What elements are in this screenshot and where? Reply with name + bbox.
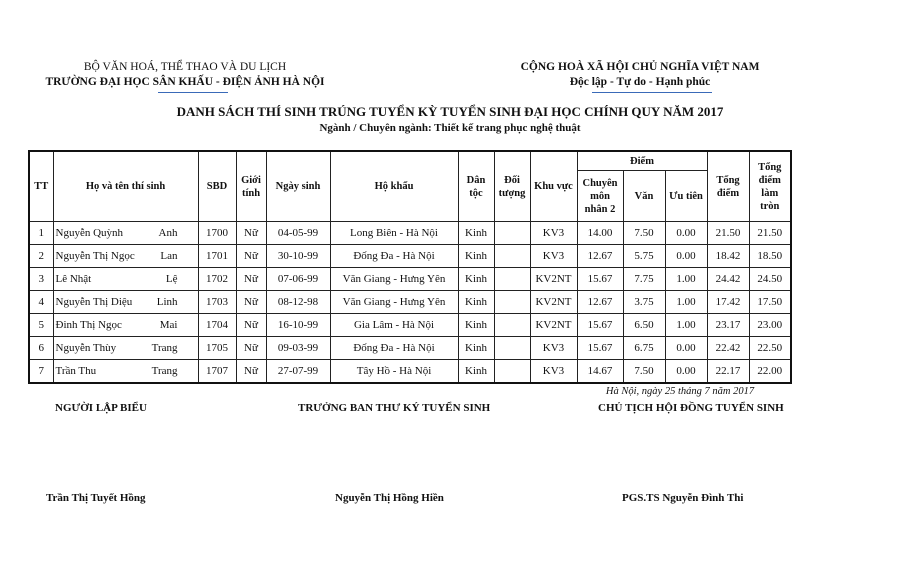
cell-gender: Nữ (236, 268, 266, 291)
cell-major2: 15.67 (577, 337, 623, 360)
admission-table (28, 150, 792, 384)
cell-priority: 1.00 (665, 314, 707, 337)
cell-gender: Nữ (236, 360, 266, 384)
country-header (500, 60, 780, 90)
cell-total-rounded: 22.00 (749, 360, 791, 384)
table-row (29, 268, 791, 291)
cell-total: 21.50 (707, 222, 749, 245)
cell-tt: 2 (29, 245, 53, 268)
cell-priority: 0.00 (665, 360, 707, 384)
last-middle-name: Nguyễn Thùy (55, 342, 117, 354)
cell-total: 17.42 (707, 291, 749, 314)
cell-major2: 15.67 (577, 268, 623, 291)
col-header-residence: Hộ khẩu (330, 151, 458, 222)
cell-name (53, 222, 198, 245)
col-header-name: Họ và tên thí sinh (53, 151, 198, 222)
cell-priority: 1.00 (665, 291, 707, 314)
last-middle-name: Trần Thu (55, 365, 97, 377)
col-header-dob: Ngày sinh (266, 151, 330, 222)
secretary-name: Nguyễn Thị Hồng Hiền (335, 492, 444, 504)
cell-ethnicity: Kinh (458, 337, 494, 360)
secretary-role: TRƯỞNG BAN THƯ KÝ TUYỂN SINH (298, 402, 491, 414)
cell-tt: 7 (29, 360, 53, 384)
cell-name (53, 268, 198, 291)
cell-total-rounded: 21.50 (749, 222, 791, 245)
country-motto: Độc lập - Tự do - Hạnh phúc (569, 76, 711, 88)
cell-name (53, 245, 198, 268)
col-header-total-rounded: Tổng điểm làm tròn (749, 151, 791, 222)
cell-tt: 1 (29, 222, 53, 245)
cell-dob: 08-12-98 (266, 291, 330, 314)
cell-dob: 27-07-99 (266, 360, 330, 384)
col-header-total: Tổng điểm (707, 151, 749, 222)
ministry-name: BỘ VĂN HOÁ, THỂ THAO VÀ DU LỊCH (83, 61, 287, 73)
cell-total: 23.17 (707, 314, 749, 337)
cell-residence: Gia Lâm - Hà Nội (330, 314, 458, 337)
cell-priority: 0.00 (665, 337, 707, 360)
cell-major2: 14.67 (577, 360, 623, 384)
cell-total-rounded: 24.50 (749, 268, 791, 291)
cell-area: KV3 (530, 245, 577, 268)
cell-name (53, 314, 198, 337)
col-header-priority: Ưu tiên (665, 171, 707, 222)
col-header-area: Khu vực (530, 151, 577, 222)
cell-residence: Văn Giang - Hưng Yên (330, 268, 458, 291)
cell-residence: Đống Đa - Hà Nội (330, 337, 458, 360)
cell-object (494, 360, 530, 384)
cell-total-rounded: 23.00 (749, 314, 791, 337)
cell-sbd: 1701 (198, 245, 236, 268)
cell-name (53, 360, 198, 384)
first-name: Mai (159, 319, 178, 331)
preparer-name: Trần Thị Tuyết Hồng (46, 492, 146, 504)
cell-dob: 30-10-99 (266, 245, 330, 268)
cell-sbd: 1707 (198, 360, 236, 384)
first-name: Lệ (165, 273, 178, 285)
cell-name (53, 291, 198, 314)
cell-object (494, 337, 530, 360)
cell-gender: Nữ (236, 314, 266, 337)
preparer-role: NGƯỜI LẬP BIỂU (55, 402, 147, 414)
cell-literature: 7.75 (623, 268, 665, 291)
header-underline-right (592, 92, 712, 93)
chair-role: CHỦ TỊCH HỘI ĐỒNG TUYỂN SINH (598, 402, 784, 414)
col-header-ethnicity: Dân tộc (458, 151, 494, 222)
cell-residence: Tây Hồ - Hà Nội (330, 360, 458, 384)
col-header-object: Đối tượng (494, 151, 530, 222)
col-header-gender: Giới tính (236, 151, 266, 222)
cell-priority: 1.00 (665, 268, 707, 291)
table-row (29, 222, 791, 245)
cell-priority: 0.00 (665, 222, 707, 245)
cell-total: 22.17 (707, 360, 749, 384)
table-row (29, 360, 791, 384)
cell-tt: 3 (29, 268, 53, 291)
cell-tt: 6 (29, 337, 53, 360)
cell-dob: 16-10-99 (266, 314, 330, 337)
last-middle-name: Nguyễn Thị Diệu (55, 296, 133, 308)
cell-total-rounded: 17.50 (749, 291, 791, 314)
cell-tt: 5 (29, 314, 53, 337)
table-row (29, 337, 791, 360)
cell-gender: Nữ (236, 337, 266, 360)
cell-area: KV2NT (530, 314, 577, 337)
document-subtitle: Ngành / Chuyên ngành: Thiết kế trang phục nghệ thuật (319, 122, 581, 134)
header-underline-left (158, 92, 228, 93)
cell-sbd: 1700 (198, 222, 236, 245)
first-name: Trang (151, 342, 178, 354)
first-name: Lan (160, 250, 178, 262)
cell-object (494, 314, 530, 337)
cell-area: KV3 (530, 337, 577, 360)
cell-object (494, 291, 530, 314)
first-name: Linh (156, 296, 178, 308)
document-title: DANH SÁCH THÍ SINH TRÚNG TUYỂN KỲ TUYỂN SINH ĐẠI HỌC CHÍNH QUY NĂM 2017 (176, 104, 724, 119)
cell-ethnicity: Kinh (458, 314, 494, 337)
cell-total-rounded: 18.50 (749, 245, 791, 268)
first-name: Anh (158, 227, 178, 239)
date-line: Hà Nội, ngày 25 tháng 7 năm 2017 (605, 386, 755, 397)
cell-literature: 3.75 (623, 291, 665, 314)
last-middle-name: Nguyễn Thị Ngọc (55, 250, 135, 262)
school-name: TRƯỜNG ĐẠI HỌC SÂN KHẤU - ĐIỆN ẢNH HÀ NỘI (45, 76, 325, 88)
cell-literature: 7.50 (623, 222, 665, 245)
chair-name: PGS.TS Nguyễn Đình Thi (622, 492, 744, 504)
cell-residence: Long Biên - Hà Nội (330, 222, 458, 245)
cell-total: 18.42 (707, 245, 749, 268)
cell-total: 24.42 (707, 268, 749, 291)
cell-area: KV3 (530, 360, 577, 384)
cell-major2: 14.00 (577, 222, 623, 245)
col-header-scores: Điểm (577, 151, 707, 171)
cell-name (53, 337, 198, 360)
cell-ethnicity: Kinh (458, 291, 494, 314)
cell-sbd: 1704 (198, 314, 236, 337)
cell-literature: 6.50 (623, 314, 665, 337)
cell-area: KV2NT (530, 291, 577, 314)
cell-dob: 07-06-99 (266, 268, 330, 291)
table-row (29, 245, 791, 268)
cell-object (494, 245, 530, 268)
cell-dob: 09-03-99 (266, 337, 330, 360)
cell-ethnicity: Kinh (458, 222, 494, 245)
cell-sbd: 1705 (198, 337, 236, 360)
cell-priority: 0.00 (665, 245, 707, 268)
table-row (29, 291, 791, 314)
cell-literature: 5.75 (623, 245, 665, 268)
first-name: Trang (151, 365, 178, 377)
cell-residence: Văn Giang - Hưng Yên (330, 291, 458, 314)
cell-gender: Nữ (236, 222, 266, 245)
cell-ethnicity: Kinh (458, 245, 494, 268)
country-name: CỘNG HOÀ XÃ HỘI CHỦ NGHĨA VIỆT NAM (520, 61, 760, 73)
table-row (29, 314, 791, 337)
cell-area: KV3 (530, 222, 577, 245)
cell-major2: 12.67 (577, 291, 623, 314)
cell-object (494, 222, 530, 245)
col-header-tt: TT (29, 151, 53, 222)
cell-major2: 12.67 (577, 245, 623, 268)
cell-ethnicity: Kinh (458, 360, 494, 384)
cell-sbd: 1703 (198, 291, 236, 314)
cell-gender: Nữ (236, 245, 266, 268)
cell-object (494, 268, 530, 291)
cell-major2: 15.67 (577, 314, 623, 337)
ministry-header (30, 60, 340, 90)
cell-tt: 4 (29, 291, 53, 314)
cell-sbd: 1702 (198, 268, 236, 291)
cell-dob: 04-05-99 (266, 222, 330, 245)
col-header-major2: Chuyên môn nhân 2 (577, 171, 623, 222)
cell-area: KV2NT (530, 268, 577, 291)
last-middle-name: Đinh Thị Ngọc (55, 319, 122, 331)
cell-total-rounded: 22.50 (749, 337, 791, 360)
cell-residence: Đống Đa - Hà Nội (330, 245, 458, 268)
cell-gender: Nữ (236, 291, 266, 314)
cell-literature: 6.75 (623, 337, 665, 360)
cell-ethnicity: Kinh (458, 268, 494, 291)
cell-total: 22.42 (707, 337, 749, 360)
col-header-sbd: SBD (198, 151, 236, 222)
last-middle-name: Nguyễn Quỳnh (55, 227, 124, 239)
last-middle-name: Lê Nhật (55, 273, 92, 285)
col-header-literature: Văn (623, 171, 665, 222)
cell-literature: 7.50 (623, 360, 665, 384)
